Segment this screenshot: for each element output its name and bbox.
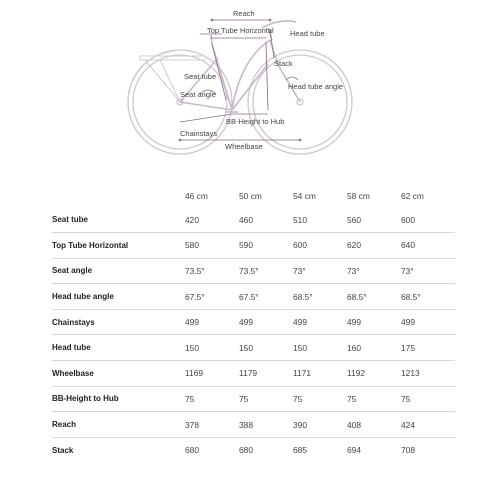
table-cell: 1192	[347, 368, 366, 379]
table-cell: 75	[293, 393, 303, 404]
label-chainstays: Chainstays	[180, 129, 218, 138]
table-cell: 680	[239, 445, 253, 456]
table-cell: 150	[185, 342, 199, 353]
table-cell: 75	[401, 393, 411, 404]
label-head-tube-angle: Head tube angle	[288, 82, 344, 91]
table-cell: 73°	[401, 265, 414, 276]
table-cell: 67.5°	[185, 291, 205, 302]
row-label: BB-Height to Hub	[52, 394, 119, 404]
row-label: Chainstays	[52, 317, 95, 327]
table-cell: 408	[347, 419, 361, 430]
table-cell: 175	[401, 342, 415, 353]
table-cell: 1213	[401, 368, 420, 379]
row-label: Head tube angle	[52, 292, 114, 302]
table-cell: 75	[239, 393, 249, 404]
label-bb-height: BB-Height to Hub	[226, 117, 285, 126]
table-cell: 160	[347, 342, 361, 353]
table-cell: 510	[293, 214, 307, 225]
table-cell: 499	[401, 317, 415, 328]
row-label: Reach	[52, 420, 77, 430]
table-cell: 499	[347, 317, 361, 328]
header-blank	[52, 185, 185, 207]
size-header: 50 cm	[239, 191, 262, 201]
label-seat-angle: Seat angle	[180, 90, 216, 99]
size-header: 58 cm	[347, 191, 370, 201]
table-cell: 68.5°	[401, 291, 421, 302]
table-row	[52, 309, 455, 335]
size-header: 54 cm	[293, 191, 316, 201]
table-cell: 73°	[347, 265, 360, 276]
table-row	[52, 258, 455, 284]
row-label: Seat tube	[52, 215, 89, 225]
size-header: 62 cm	[401, 191, 424, 201]
table-cell: 150	[293, 342, 307, 353]
size-header: 46 cm	[185, 191, 208, 201]
table-cell: 390	[293, 419, 307, 430]
table-cell: 1171	[293, 368, 312, 379]
table-cell: 708	[401, 445, 415, 456]
table-cell: 1169	[185, 368, 204, 379]
table-cell: 590	[239, 240, 253, 251]
table-cell: 1179	[239, 368, 258, 379]
table-cell: 600	[293, 240, 307, 251]
table-cell: 424	[401, 419, 415, 430]
table-cell: 685	[293, 445, 307, 456]
table-cell: 378	[185, 419, 199, 430]
table-row	[52, 437, 455, 463]
geometry-table	[52, 185, 455, 463]
row-label: Head tube	[52, 343, 91, 353]
label-seat-tube: Seat tube	[184, 72, 217, 81]
table-cell: 73°	[293, 265, 306, 276]
table-row	[52, 335, 455, 361]
table-cell: 680	[185, 445, 199, 456]
table-cell: 499	[293, 317, 307, 328]
table-cell: 75	[185, 393, 195, 404]
table-cell: 640	[401, 240, 415, 251]
table-cell: 68.5°	[293, 291, 313, 302]
table-cell: 73.5°	[239, 265, 259, 276]
table-row	[52, 386, 455, 412]
label-reach: Reach	[233, 9, 255, 18]
table-cell: 460	[239, 214, 253, 225]
row-label: Stack	[52, 445, 74, 455]
row-label: Wheelbase	[52, 368, 94, 378]
table-row	[52, 207, 455, 233]
table-cell: 694	[347, 445, 361, 456]
table-cell: 73.5°	[185, 265, 205, 276]
label-head-tube: Head tube	[290, 29, 325, 38]
size-header-row	[52, 185, 455, 207]
table-cell: 499	[239, 317, 253, 328]
table-cell: 499	[185, 317, 199, 328]
table-cell: 67.5°	[239, 291, 259, 302]
label-wheelbase: Wheelbase	[225, 142, 263, 151]
table-cell: 388	[239, 419, 253, 430]
table-row	[52, 361, 455, 387]
row-label: Top Tube Horizontal	[52, 240, 129, 250]
bike-geometry-diagram	[0, 0, 500, 160]
label-top-tube-horizontal: Top Tube Horizontal	[207, 26, 274, 35]
row-label: Seat angle	[52, 266, 93, 276]
table-cell: 560	[347, 214, 361, 225]
table-cell: 600	[401, 214, 415, 225]
table-row	[52, 284, 455, 310]
label-stack: Stack	[274, 59, 293, 68]
table-cell: 420	[185, 214, 199, 225]
table-row	[52, 233, 455, 259]
table-cell: 620	[347, 240, 361, 251]
table-cell: 150	[239, 342, 253, 353]
table-row	[52, 412, 455, 438]
table-cell: 580	[185, 240, 199, 251]
table-cell: 68.5°	[347, 291, 367, 302]
table-cell: 75	[347, 393, 357, 404]
